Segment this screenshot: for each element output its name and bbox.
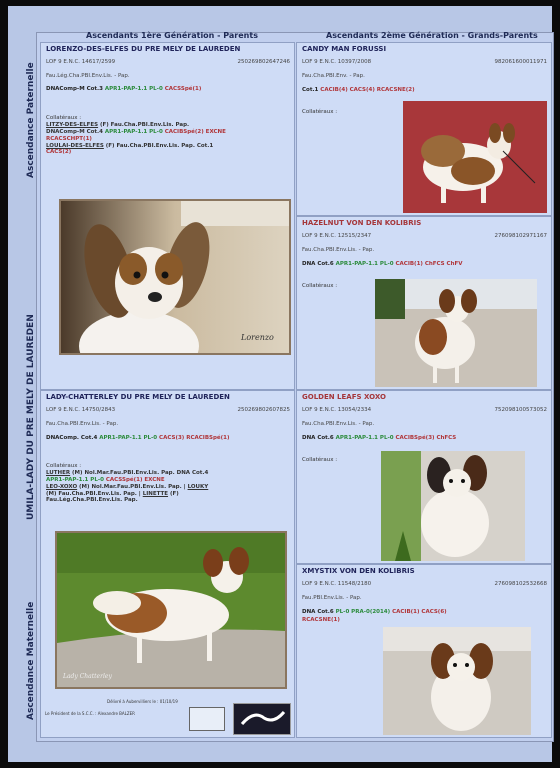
pgd-photo [375,279,537,387]
pgd-reg: LOF 9 E.N.C. 12515/2347 [302,233,372,239]
mgd-dna: DNA Cot.6 PL-0 PRA-0(2014) CACIB(1) CACS(6) [302,609,447,615]
mother-card [40,390,295,738]
father-collaterals: Collatéraux : LITZY-DES-ELFES (F) Fau.Cha.PBI.Env.Lis. Pap. DNAComp-M Cot.4 APR1-PAP-1.1 PL-0 CACIBSpé(2) EXCNE RCACSCHPT(1) LOULAI-DES-ELFES (F) Fau.Cha.PBI.Env.Lis. Pap. Cot.1 CACS(2) [46,115,226,156]
mgd-chip: 276098102532668 [494,581,547,587]
pgd-name: HAZELNUT VON DEN KOLIBRIS [302,219,422,227]
mgd-reg: LOF 9 E.N.C. 11548/2180 [302,581,372,587]
father-dna: DNAComp-M Cot.3 APR1-PAP-1.1 PL-0 CACSSpé(1) [46,86,202,92]
mgd-dna-2: RCACSNE(1) [302,617,340,623]
pgs-titles: Fau.Cha.PBI.Env. - Pap. [302,73,365,79]
mother-titles: Fau.Cha.PBI.Env.Lis. - Pap. [46,421,119,427]
father-name: LORENZO-DES-ELFES DU PRE MELY DE LAUREDEN [46,45,241,53]
pgs-chip: 982061600011971 [494,59,547,65]
mgs-collaterals: Collatéraux : [302,457,338,463]
pgs-dna: Cot.1 CACIB(4) CACS(4) RCACSNE(2) [302,87,415,93]
father-titles: Fau.Lég.Cha.PBI.Env.Lis. - Pap. [46,73,130,79]
pgd-dna: DNA Cot.6 APR1-PAP-1.1 PL-0 CACIB(1) ChFCS ChFV [302,261,463,267]
pgs-reg: LOF 9 E.N.C. 10397/2008 [302,59,372,65]
stamp-box [189,707,225,731]
subject-label: UMILA-LADY DU PRE MELY DE LAUREDEN [26,314,36,520]
maternal-grandsire-card [296,390,552,564]
gen2-header: Ascendants 2ème Génération - Grands-Parents [326,31,538,40]
father-reg: LOF 9 E.N.C. 14617/2599 [46,59,116,65]
mother-photo-signature: Lady Chatterley [63,673,112,680]
paternal-label: Ascendance Paternelle [26,62,36,178]
mother-dna: DNAComp. Cot.4 APR1-PAP-1.1 PL-0 CACS(3) RCACIBSpé(1) [46,435,230,441]
mgs-photo [381,451,525,561]
issued-line: Délivré à Aubervilliers le : 01/10/19 [107,699,178,704]
mgs-dna: DNA Cot.6 APR1-PAP-1.1 PL-0 CACIBSpé(3) ChFCS [302,435,457,441]
father-chip: 250269802647246 [237,59,290,65]
mother-photo [55,531,287,689]
scc-logo [233,703,291,735]
pgd-titles: Fau.Cha.PBI.Env.Lis. - Pap. [302,247,375,253]
mgd-name: XMYSTIX VON DEN KOLIBRIS [302,567,415,575]
mgd-photo [383,627,531,735]
mgs-titles: Fau.Cha.PBI.Env.Lis. - Pap. [302,421,375,427]
president-line: Le Président de la S.C.C. : Alexandre BALZER [45,711,135,716]
father-card [40,42,295,390]
mgs-chip: 752098100573052 [494,407,547,413]
pgs-collaterals: Collatéraux : [302,109,338,115]
pgd-chip: 276098102971167 [494,233,547,239]
maternal-label: Ascendance Maternelle [26,601,36,720]
pgs-name: CANDY MAN FORUSSI [302,45,387,53]
mgd-titles: Fau.PBI.Env.Lis. - Pap. [302,595,362,601]
maternal-granddam-card [296,564,552,738]
father-photo-signature: Lorenzo [241,333,274,342]
paternal-grandsire-card [296,42,552,216]
father-photo [59,199,291,355]
mother-collaterals: Collatéraux : LUTHER (M) Nol.Mar.Fau.PBI.Env.Lis. Pap. DNA Cot.4 APR1-PAP-1.1 PL-0 CACSSpé(1) EXCNE LEO-XOXO (M) Nol.Mar.Fau.PBI.Env.Lis. Pap. | LOUKY (M) Fau.Cha.PBI.Env.Lis. Pap. | LINETTE (F) Fau.Lég.Cha.PBI.Env.Lis. Pap. [46,463,209,504]
mother-reg: LOF 9 E.N.C. 14750/2843 [46,407,116,413]
mgs-name: GOLDEN LEAFS XOXO [302,393,386,401]
mother-chip: 250269802607825 [237,407,290,413]
mother-name: LADY-CHATTERLEY DU PRE MELY DE LAUREDEN [46,393,230,401]
pgd-collaterals: Collatéraux : [302,283,338,289]
paternal-granddam-card [296,216,552,390]
pgs-photo [403,101,547,213]
mgs-reg: LOF 9 E.N.C. 13054/2334 [302,407,372,413]
gen1-header: Ascendants 1ère Génération - Parents [86,31,258,40]
